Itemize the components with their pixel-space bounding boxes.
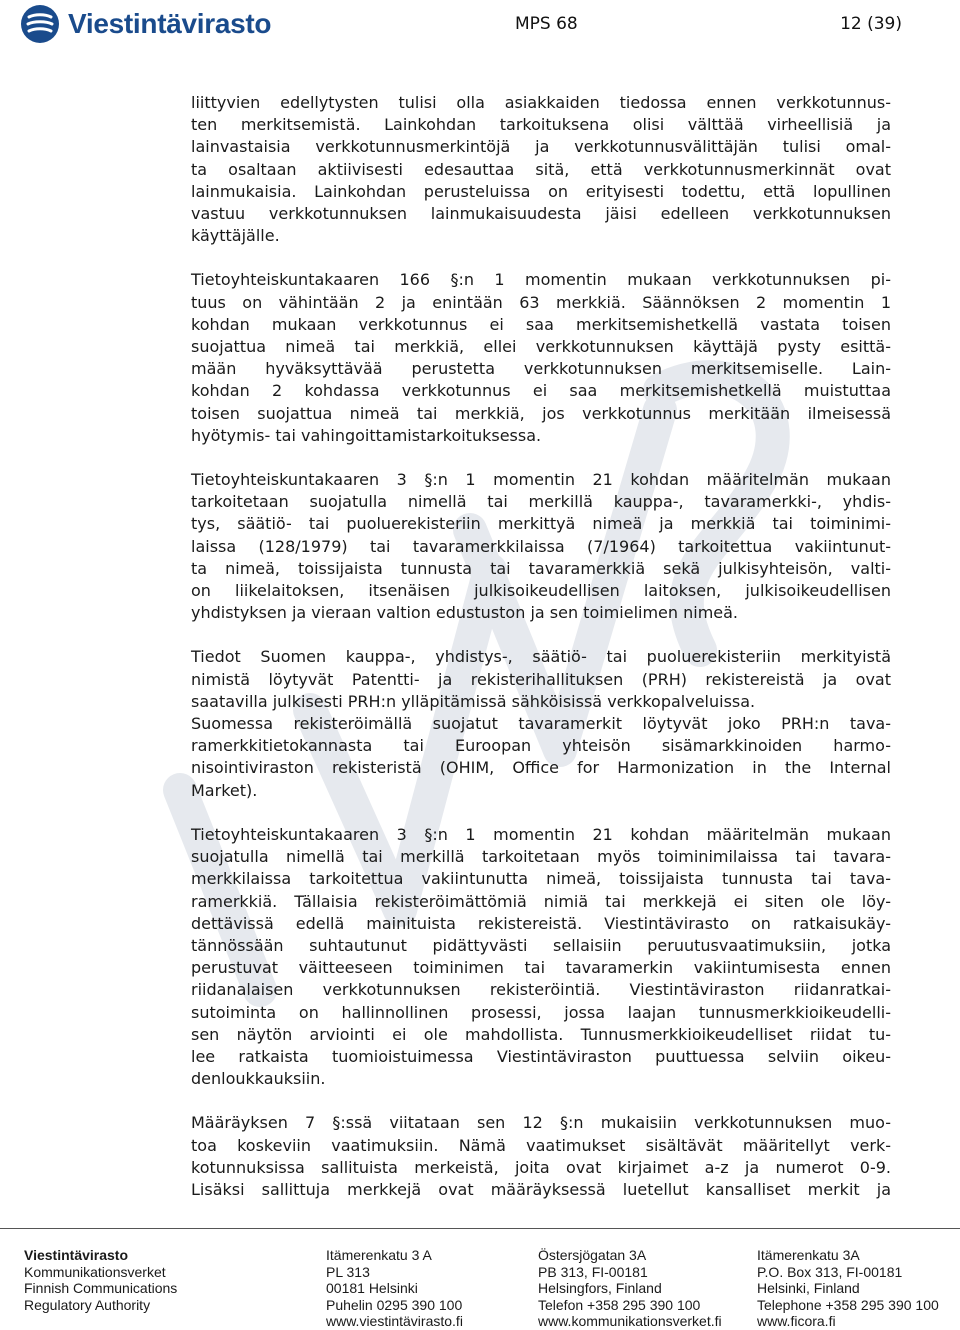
footer-website-link[interactable]: www.kommunikationsverket.fi bbox=[538, 1313, 722, 1330]
footer-website-link[interactable]: www.viestintävirasto.fi bbox=[326, 1313, 463, 1330]
text-line: mään hyväksyttävää perustetta verkkotunnuksen merkitsemiselle. Lain- bbox=[191, 359, 891, 379]
body-text bbox=[191, 92, 891, 1223]
text-line: suojatulla nimellä tai merkillä tarkoitetaan myös toiminimilaissa tai tavara- bbox=[191, 847, 891, 867]
text-line: tarkoitetaan suojatulla nimellä tai merkillä kauppa-, tavaramerkki-, yhdis- bbox=[191, 492, 891, 512]
logo bbox=[20, 4, 271, 44]
text-line: tys, säätiö- tai puoluerekisteriin merkittyä nimeä ja merkkiä tai toiminimi- bbox=[191, 514, 891, 534]
footer-line: Puhelin 0295 390 100 bbox=[326, 1296, 463, 1313]
text-line: lainmukaisia. Lainkohdan perusteluissa on erityisesti todettu, että lopullinen bbox=[191, 181, 891, 201]
footer-website-link[interactable]: www.ficora.fi bbox=[757, 1313, 836, 1330]
footer-line: PL 313 bbox=[326, 1263, 370, 1280]
footer-column-swedish bbox=[538, 1247, 722, 1330]
footer-line: Helsingfors, Finland bbox=[538, 1280, 662, 1297]
text-line: kohdan 2 kohdassa verkkotunnus ei saa merkitsemishetkellä muistuttaa bbox=[191, 381, 891, 401]
paragraph bbox=[191, 1112, 891, 1201]
logo-icon bbox=[20, 4, 60, 44]
paragraph bbox=[191, 646, 891, 801]
text-line: suojattua nimeä tai merkkiä, ellei verkkotunnuksen käyttäjä pysty esittä- bbox=[191, 337, 891, 357]
text-line: dettävissä edellä mainituista rekistereistä. Viestintävirasto on ratkaisukäy- bbox=[191, 913, 891, 933]
text-line: tuus on vähintään 2 ja enintään 63 merkkiä. Säännöksen 2 momentin 1 bbox=[191, 292, 891, 312]
text-line: Tiedot Suomen kauppa-, yhdistys-, säätiö- tai puoluerekisteriin merkityistä bbox=[191, 647, 891, 667]
text-line: sen näytön arviointi ei ole mahdollista. Tunnusmerkkioikeudelliset riidat tu- bbox=[191, 1024, 891, 1044]
paragraph bbox=[191, 824, 891, 1090]
footer-line: Helsinki, Finland bbox=[757, 1280, 860, 1297]
footer-line: Finnish Communications bbox=[24, 1280, 178, 1297]
text-line: yhdistyksen ja vieraan valtion edustuston ja sen toimielimen nimeä. bbox=[191, 603, 739, 623]
text-line: toisen suojattua nimeä tai merkkiä, jos verkkotunnus merkitään ilmeisessä bbox=[191, 403, 891, 423]
footer-column-agency bbox=[24, 1247, 177, 1313]
text-line: perustuvat väitteeseen toiminimen tai tavaramerkin vakiintumisesta ennen bbox=[191, 958, 891, 978]
footer-line: Itämerenkatu 3A bbox=[757, 1247, 860, 1263]
footer-line: Kommunikationsverket bbox=[24, 1263, 166, 1280]
footer-line: Telefon +358 295 390 100 bbox=[538, 1296, 701, 1313]
page-number: 12 (39) bbox=[840, 14, 902, 34]
text-line: denloukkauksiin. bbox=[191, 1069, 326, 1089]
footer-line: 00181 Helsinki bbox=[326, 1280, 418, 1297]
text-line: riidanalaisen verkkotunnuksen rekisteröintiä. Viestintäviraston riidanratkai- bbox=[191, 980, 891, 1000]
page-header bbox=[0, 0, 960, 60]
paragraph bbox=[191, 269, 891, 447]
text-line: käyttäjälle. bbox=[191, 226, 280, 246]
text-line: Lisäksi sallittuja merkkejä ovat määräyksessä luetellut kansalliset merkit ja bbox=[191, 1179, 891, 1199]
footer-line: Itämerenkatu 3 A bbox=[326, 1247, 432, 1263]
footer-divider bbox=[0, 1228, 960, 1229]
text-line: ten merkitsemistä. Lainkohdan tarkoituksena olisi välttää virheellisiä ja bbox=[191, 115, 891, 135]
footer-line: Telephone +358 295 390 100 bbox=[757, 1296, 939, 1313]
text-line: Tietoyhteiskuntakaaren 3 §:n 1 momentin 21 kohdan määritelmän mukaan bbox=[191, 470, 891, 490]
text-line: hyötymis- tai vahingoittamistarkoituksessa. bbox=[191, 425, 542, 445]
text-line: ramerkkitietokannasta tai Euroopan yhteisön sisämarkkinoiden harmo- bbox=[191, 736, 891, 756]
text-line: Määräyksen 7 §:ssä viitataan sen 12 §:n mukaisiin verkkotunnuksen muo- bbox=[191, 1113, 891, 1133]
text-line: saatavilla julkisesti PRH:n ylläpitämissä sähköisissä verkkopalveluissa. bbox=[191, 691, 756, 711]
text-line: ta osaltaan aktiivisesti edesauttaa sitä, että verkkotunnusmerkinnät ovat bbox=[191, 159, 891, 179]
text-line: Tietoyhteiskuntakaaren 3 §:n 1 momentin 21 kohdan määritelmän mukaan bbox=[191, 824, 891, 844]
text-line: lee ratkaista tuomioistuimessa Viestintäviraston puuttuessa selviin oikeu- bbox=[191, 1046, 891, 1066]
footer-line: Östersjögatan 3A bbox=[538, 1247, 647, 1263]
text-line: nimistä löytyvät Patentti- ja rekisterihallituksen (PRH) rekistereistä ja ovat bbox=[191, 669, 891, 689]
footer-column-english bbox=[757, 1247, 939, 1330]
text-line: ta nimeä, toissijaista tunnusta tai tavaramerkkiä sekä julkisyhteisön, valti- bbox=[191, 558, 891, 578]
text-line: Market). bbox=[191, 780, 258, 800]
document-code: MPS 68 bbox=[515, 14, 578, 34]
text-line: on liikelaitoksen, itsenäisen julkisoikeudellisen laitoksen, julkisoikeudellisen bbox=[191, 581, 891, 601]
text-line: vastuu verkkotunnuksen lainmukaisuudesta jäisi edelleen verkkotunnuksen bbox=[191, 204, 891, 224]
footer-line: PB 313, FI-00181 bbox=[538, 1263, 648, 1280]
paragraph bbox=[191, 469, 891, 624]
logo-text: Viestintävirasto bbox=[68, 8, 272, 39]
text-line: nisointiviraston rekisteristä (OHIM, Office for Harmonization in the Internal bbox=[191, 758, 891, 778]
text-line: laissa (128/1979) tai tavaramerkkilaissa (7/1964) tarkoitettua vakiintunut- bbox=[191, 536, 891, 556]
text-line: ramerkkiä. Tällaisia rekisteröimättömiä nimiä tai merkkejä ei siten ole löy- bbox=[191, 891, 891, 911]
paragraph bbox=[191, 92, 891, 247]
text-line: merkkilaissa tarkoitettua vakiintunutta nimeä, toissijaista tunnusta tai tava- bbox=[191, 869, 891, 889]
footer-line: Regulatory Authority bbox=[24, 1296, 151, 1313]
text-line: liittyvien edellytysten tulisi olla asiakkaiden tiedossa ennen verkkotunnus- bbox=[191, 93, 891, 112]
text-line: lainvastaisia verkkotunnusmerkintöjä ja verkkotunnusvälittäjän tulisi omal- bbox=[191, 137, 891, 157]
footer-agency-name: Viestintävirasto bbox=[24, 1247, 129, 1263]
text-line: tännössään suhtautunut pidättyvästi sellaisiin peruutusvaatimuksiin, jotka bbox=[191, 935, 891, 955]
text-line: sutoiminta on hallinnollinen prosessi, jossa laajan tunnusmerkkioikeudelli- bbox=[191, 1002, 891, 1022]
text-line: kotunnuksissa sallituista merkeistä, joita ovat kirjaimet a-z ja numerot 0-9. bbox=[191, 1157, 891, 1177]
text-line: kohdan mukaan verkkotunnus ei saa merkitsemishetkellä vastata toisen bbox=[191, 314, 891, 334]
text-line: toa koskeviin vaatimuksiin. Nämä vaatimukset sisältävät määritellyt verk- bbox=[191, 1135, 891, 1155]
footer-line: P.O. Box 313, FI-00181 bbox=[757, 1263, 903, 1280]
footer-column-finnish bbox=[326, 1247, 463, 1330]
text-line: Tietoyhteiskuntakaaren 166 §:n 1 momentin mukaan verkkotunnuksen pi- bbox=[191, 270, 891, 290]
text-line: Suomessa rekisteröimällä suojatut tavaramerkit löytyvät joko PRH:n tava- bbox=[191, 714, 891, 734]
